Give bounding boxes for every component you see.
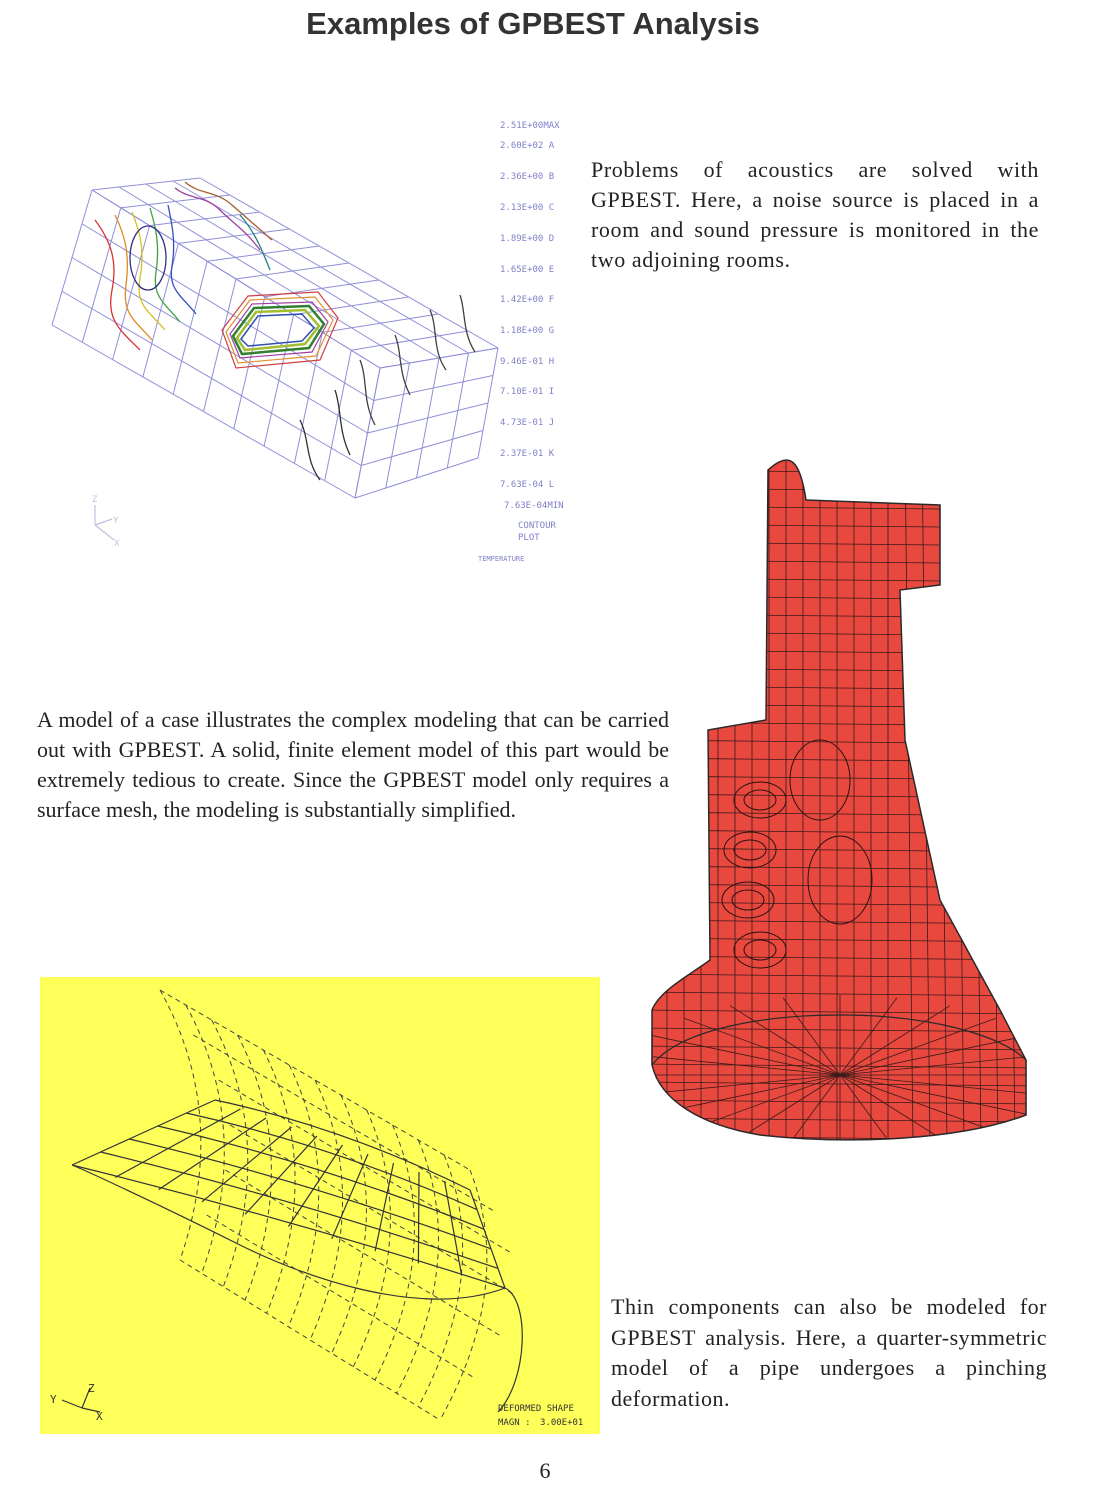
legend-plot-type: CONTOUR: [518, 521, 556, 531]
pipe-axis-label-x: X: [96, 1410, 103, 1423]
axis-label-y: Y: [113, 516, 119, 526]
axis-label-z: Z: [92, 495, 98, 505]
legend-plot-type-2: PLOT: [518, 533, 540, 543]
case-description: A model of a case illustrates the complex modeling that can be carried out with GPBEST. A solid, finite element model of this part would be extremely tedious to create. Since the GPBEST model only requires a surface mesh, the modeling is substantially simplified.: [37, 707, 669, 822]
legend-entry: 9.46E-01 H: [500, 357, 555, 367]
axis-label-x: X: [114, 539, 120, 549]
legend-entry: 1.18E+00 G: [500, 326, 555, 336]
page-title: Examples of GPBEST Analysis: [306, 6, 760, 41]
legend-entry: 1.65E+00 E: [500, 265, 555, 275]
pipe-caption: DEFORMED SHAPE: [498, 1404, 574, 1414]
legend-entry: 2.60E+02 A: [500, 141, 555, 151]
legend-entry: 7.10E-01 I: [500, 387, 555, 397]
legend-entry: 1.42E+00 F: [500, 295, 555, 305]
legend-entry: 2.36E+00 B: [500, 172, 555, 182]
legend-entry: 2.37E-01 K: [500, 449, 555, 459]
pipe-magn-value: 3.00E+01: [540, 1418, 584, 1428]
legend-entry: 2.13E+00 C: [500, 203, 555, 213]
legend-variable: TEMPERATURE: [478, 555, 525, 563]
pipe-figure-background: [40, 977, 600, 1434]
pipe-magn-label: MAGN :: [498, 1418, 531, 1428]
acoustics-description: Problems of acoustics are solved with GPBEST. Here, a noise source is placed in a room and sound pressure is monitored in the two adjoining rooms.: [591, 157, 1039, 272]
pipe-axis-label-z: Z: [88, 1382, 95, 1395]
page-number: 6: [539, 1458, 551, 1483]
legend-entry: 7.63E-04 L: [500, 480, 555, 490]
legend-entry: 7.63E-04MIN: [504, 501, 564, 511]
pipe-axis-label-y: Y: [50, 1393, 57, 1406]
legend-entry: 2.51E+00MAX: [500, 121, 560, 131]
pipe-description: Thin components can also be modeled for GPBEST analysis. Here, a quarter-symmetric model of a pipe undergoes a pinching deformation.: [611, 1294, 1047, 1411]
legend-entry: 4.73E-01 J: [500, 418, 555, 428]
legend-entry: 1.89E+00 D: [500, 234, 555, 244]
